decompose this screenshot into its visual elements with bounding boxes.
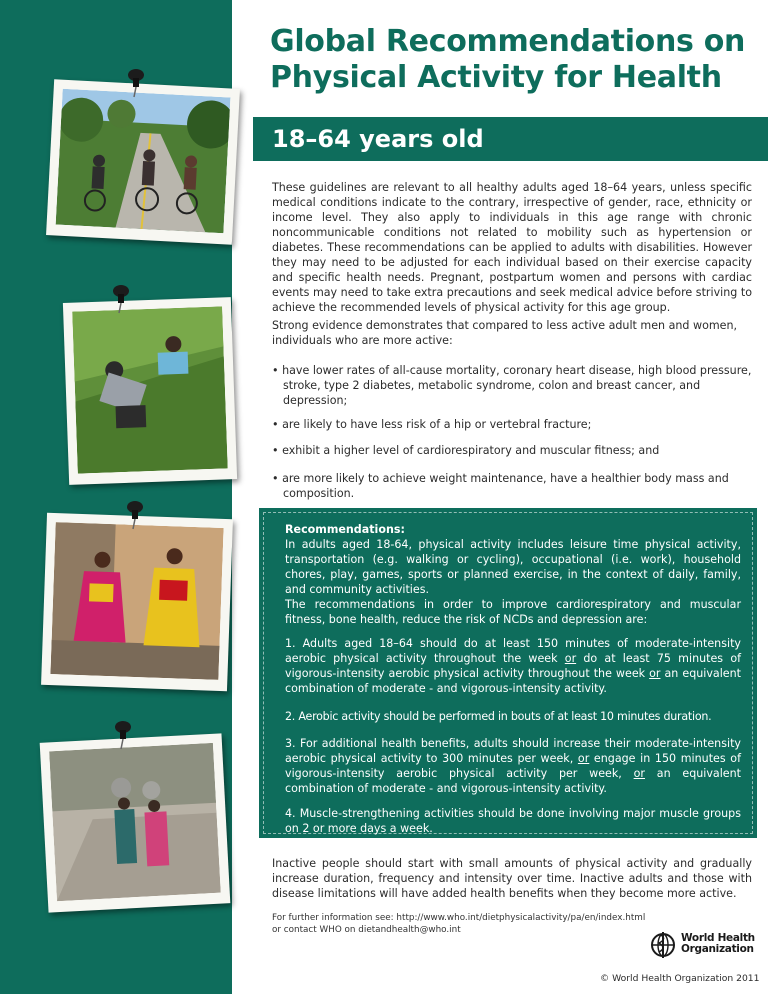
photo-dancers	[41, 513, 233, 691]
footer-info-line1: For further information see: http://www.who.int/dietphysicalactivity/pa/en/index.html	[272, 913, 646, 923]
recommendation-1	[285, 636, 741, 696]
intro-paragraph: These guidelines are relevant to all healthy adults aged 18–64 years, unless specific medical conditions indicate to the contrary, irrespective of gender, race, ethnicity or income level. They also apply to individuals in this age range with chronic noncommunicable conditions not related to mobility such as hypertension or diabetes. These recommendations can be applied to adults with disabilities. However they may need to be adjusted for each individual based on their exercise capacity and specific health needs. Pregnant, postpartum women and persons with cardiac events may need to take extra precautions and seek medical advice before striving to achieve the recommended levels of physical activity for this age group.	[272, 181, 752, 314]
recommendation-1-text-c: an equivalent combination of moderate - and vigorous-intensity activity.	[285, 667, 741, 695]
pushpin-icon	[110, 284, 132, 314]
benefit-item: • have lower rates of all-cause mortality, coronary heart disease, high blood pressure, stroke, type 2 diabetes, metabolic syndrome, colon and breast cancer, and depression;	[272, 364, 752, 407]
recommendation-1-or-1: or	[564, 652, 577, 665]
recommendation-1-text-b: do at least 75 minutes of vigorous-intensity aerobic physical activity throughout the week	[285, 652, 742, 680]
recommendation-3-or-2: or	[633, 767, 645, 780]
recommendation-4: 4. Muscle-strengthening activities should be done involving major muscle groups on 2 or more days a week.	[285, 807, 741, 835]
who-logo-text	[681, 933, 755, 955]
photo-hikers	[63, 297, 237, 485]
recommendations-heading: Recommendations:	[285, 523, 405, 536]
cyclists-illustration	[56, 89, 231, 234]
recommendation-1-text-a: 1. Adults aged 18–64 should do at least 150 minutes of moderate-intensity aerobic physical activity throughout the week	[285, 637, 741, 665]
who-logo-line1: World Health	[681, 932, 755, 944]
photo-women-carrying	[40, 733, 231, 912]
photo-dancers-image	[50, 522, 223, 680]
age-band-label: 18–64 years old	[272, 125, 484, 153]
recommendations-box	[259, 508, 757, 838]
closing-paragraph: Inactive people should start with small amounts of physical activity and gradually increase duration, frequency and intensity over time. Inactive adults and those with disease limitations will have added health benefits when they become more active.	[272, 857, 752, 900]
pushpin-icon	[125, 68, 147, 98]
women-carrying-illustration	[49, 743, 221, 901]
hikers-illustration	[72, 306, 228, 473]
who-logo-line2: Organization	[681, 943, 754, 955]
photo-women-carrying-image	[49, 743, 221, 901]
recommendation-3	[285, 736, 741, 796]
age-band-banner	[253, 117, 768, 161]
footer-info-line2: or contact WHO on dietandhealth@who.int	[272, 925, 461, 935]
copyright-notice: © World Health Organization 2011	[600, 973, 760, 984]
recommendation-1-or-2: or	[649, 667, 661, 680]
recommendation-3-or-1: or	[577, 752, 590, 765]
photo-hikers-image	[72, 306, 228, 473]
recommendations-intro2: The recommendations in order to improve cardiorespiratory and muscular fitness, bone health, reduce the risk of NCDs and depression are:	[285, 598, 741, 626]
recommendation-3-text-a: 3. For additional health benefits, adults should increase their moderate-intensity aerobic physical activity to 300 minutes per week,	[285, 737, 741, 765]
pushpin-icon	[112, 720, 134, 750]
photo-cyclists	[46, 79, 240, 245]
page-title-line1: Global Recommendations on	[270, 24, 746, 59]
dancers-illustration	[50, 522, 223, 680]
page-title	[270, 24, 760, 96]
recommendation-2: 2. Aerobic activity should be performed in bouts of at least 10 minutes duration.	[285, 710, 712, 723]
photo-cyclists-image	[56, 89, 231, 234]
page-title-line2: Physical Activity for Health	[270, 60, 722, 95]
recommendation-3-text-b: engage in 150 minutes of vigorous-intensity aerobic physical activity per week,	[285, 752, 741, 780]
evidence-paragraph: Strong evidence demonstrates that compared to less active adult men and women, individuals who are more active:	[272, 319, 738, 347]
benefit-item: • are more likely to achieve weight maintenance, have a healthier body mass and composition.	[272, 472, 729, 500]
recommendation-3-text-c: an equivalent combination of moderate - and vigorous-intensity activity.	[285, 767, 742, 795]
benefit-item: • are likely to have less risk of a hip or vertebral fracture;	[272, 418, 592, 431]
recommendations-intro: In adults aged 18-64, physical activity includes leisure time physical activity, transportation (e.g. walking or cycling), occupational (i.e. work), household chores, play, games, sports or planned exercise, in the context of daily, family, and community activities.	[285, 538, 741, 596]
pushpin-icon	[124, 500, 146, 530]
benefit-item: • exhibit a higher level of cardiorespiratory and muscular fitness; and	[272, 444, 660, 457]
who-emblem-icon	[648, 930, 678, 960]
